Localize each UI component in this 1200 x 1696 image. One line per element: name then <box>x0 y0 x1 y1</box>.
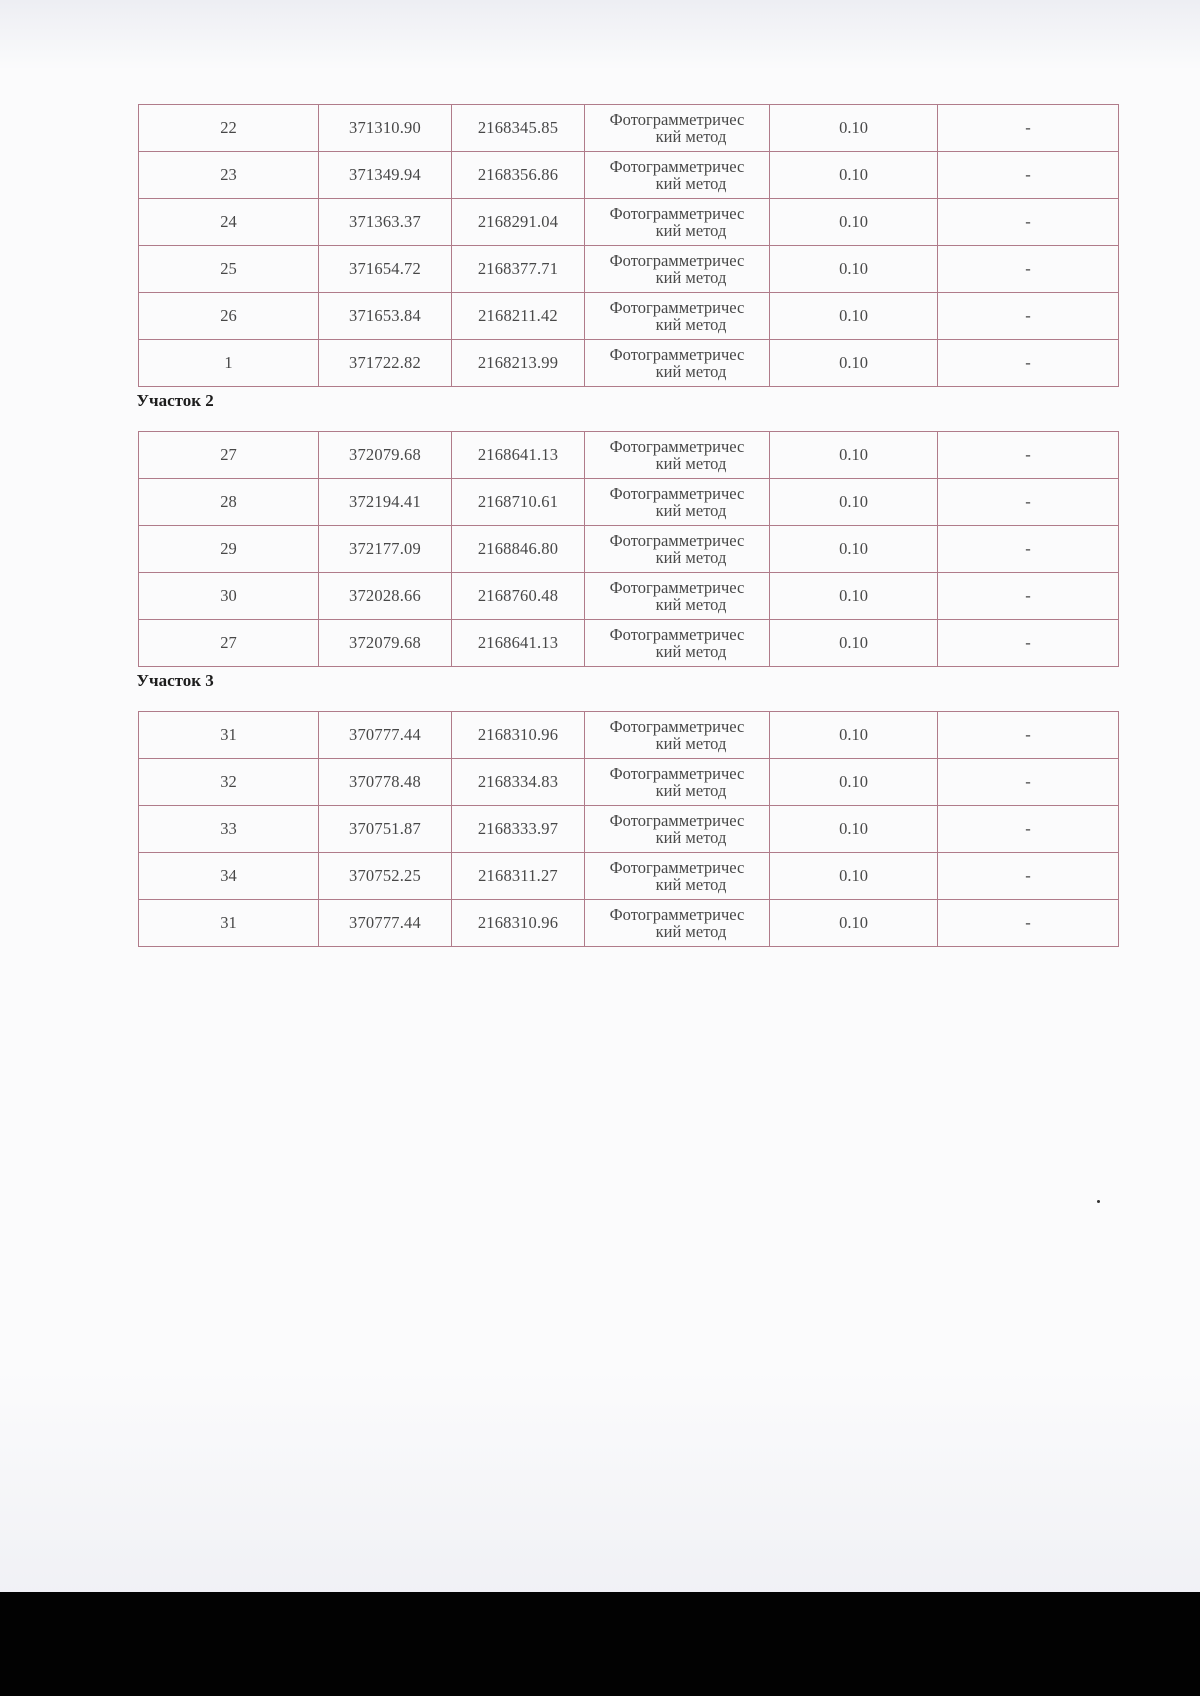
y-coordinate-cell: 2168846.80 <box>452 526 585 573</box>
method-line-2: кий метод <box>655 127 727 146</box>
y-coordinate-cell: 2168211.42 <box>452 293 585 340</box>
y-coordinate-cell: 2168760.48 <box>452 573 585 620</box>
table-row <box>139 246 1119 293</box>
point-number-cell: 1 <box>139 340 319 387</box>
y-coordinate-cell: 2168311.27 <box>452 853 585 900</box>
method-line-2: кий метод <box>655 828 727 847</box>
y-coordinate-cell: 2168333.97 <box>452 806 585 853</box>
x-coordinate-cell: 370777.44 <box>319 712 452 759</box>
accuracy-cell: 0.10 <box>770 900 938 947</box>
method-line-1: Фотограмметричес <box>609 437 745 456</box>
x-coordinate-cell: 372194.41 <box>319 479 452 526</box>
y-coordinate-cell: 2168356.86 <box>452 152 585 199</box>
method-line-2: кий метод <box>655 174 727 193</box>
table-row <box>139 340 1119 387</box>
x-coordinate-cell: 372079.68 <box>319 620 452 667</box>
table-row <box>139 293 1119 340</box>
note-cell: - <box>938 573 1119 620</box>
point-number-cell: 22 <box>139 105 319 152</box>
y-coordinate-cell: 2168310.96 <box>452 900 585 947</box>
y-coordinate-cell: 2168710.61 <box>452 479 585 526</box>
method-line-2: кий метод <box>655 221 727 240</box>
y-coordinate-cell: 2168345.85 <box>452 105 585 152</box>
method-cell <box>585 759 770 806</box>
accuracy-cell: 0.10 <box>770 573 938 620</box>
section-header-row <box>139 667 1119 712</box>
method-line-2: кий метод <box>655 362 727 381</box>
method-cell <box>585 246 770 293</box>
method-line-1: Фотограмметричес <box>609 204 745 223</box>
method-cell <box>585 152 770 199</box>
method-cell <box>585 479 770 526</box>
table-row <box>139 432 1119 479</box>
method-line-2: кий метод <box>655 642 727 661</box>
table-row <box>139 806 1119 853</box>
scan-shading-top <box>0 0 1200 70</box>
method-line-1: Фотограмметричес <box>609 811 745 830</box>
accuracy-cell: 0.10 <box>770 479 938 526</box>
method-cell <box>585 105 770 152</box>
accuracy-cell: 0.10 <box>770 620 938 667</box>
method-cell <box>585 900 770 947</box>
note-cell: - <box>938 620 1119 667</box>
x-coordinate-cell: 372079.68 <box>319 432 452 479</box>
method-line-1: Фотограмметричес <box>609 110 745 129</box>
accuracy-cell: 0.10 <box>770 759 938 806</box>
y-coordinate-cell: 2168213.99 <box>452 340 585 387</box>
note-cell: - <box>938 759 1119 806</box>
point-number-cell: 30 <box>139 573 319 620</box>
point-number-cell: 27 <box>139 620 319 667</box>
point-number-cell: 23 <box>139 152 319 199</box>
method-line-2: кий метод <box>655 781 727 800</box>
method-cell <box>585 199 770 246</box>
y-coordinate-cell: 2168641.13 <box>452 620 585 667</box>
accuracy-cell: 0.10 <box>770 712 938 759</box>
table-row <box>139 712 1119 759</box>
point-number-cell: 31 <box>139 712 319 759</box>
method-line-2: кий метод <box>655 268 727 287</box>
point-number-cell: 29 <box>139 526 319 573</box>
method-cell <box>585 293 770 340</box>
method-line-1: Фотограмметричес <box>609 157 745 176</box>
y-coordinate-cell: 2168334.83 <box>452 759 585 806</box>
method-line-2: кий метод <box>655 548 727 567</box>
method-line-2: кий метод <box>655 501 727 520</box>
section-label: Участок 2 <box>136 391 214 410</box>
note-cell: - <box>938 293 1119 340</box>
note-cell: - <box>938 432 1119 479</box>
table-row <box>139 199 1119 246</box>
y-coordinate-cell: 2168641.13 <box>452 432 585 479</box>
table-row <box>139 573 1119 620</box>
method-line-2: кий метод <box>655 875 727 894</box>
method-line-1: Фотограмметричес <box>609 578 745 597</box>
method-line-1: Фотограмметричес <box>609 251 745 270</box>
note-cell: - <box>938 712 1119 759</box>
accuracy-cell: 0.10 <box>770 246 938 293</box>
note-cell: - <box>938 853 1119 900</box>
method-line-2: кий метод <box>655 922 727 941</box>
x-coordinate-cell: 370751.87 <box>319 806 452 853</box>
method-line-2: кий метод <box>655 595 727 614</box>
method-line-2: кий метод <box>655 734 727 753</box>
section-header-cell <box>136 387 1119 432</box>
x-coordinate-cell: 371363.37 <box>319 199 452 246</box>
scan-shading-bottom <box>0 1370 1200 1592</box>
method-cell <box>585 526 770 573</box>
method-line-1: Фотограмметричес <box>609 764 745 783</box>
section-header-row <box>139 387 1119 432</box>
note-cell: - <box>938 479 1119 526</box>
table-body <box>136 105 1119 947</box>
x-coordinate-cell: 370777.44 <box>319 900 452 947</box>
table-row <box>139 620 1119 667</box>
y-coordinate-cell: 2168377.71 <box>452 246 585 293</box>
note-cell: - <box>938 900 1119 947</box>
note-cell: - <box>938 806 1119 853</box>
accuracy-cell: 0.10 <box>770 293 938 340</box>
note-cell: - <box>938 246 1119 293</box>
point-number-cell: 33 <box>139 806 319 853</box>
accuracy-cell: 0.10 <box>770 199 938 246</box>
method-line-2: кий метод <box>655 454 727 473</box>
point-number-cell: 28 <box>139 479 319 526</box>
table-row <box>139 900 1119 947</box>
y-coordinate-cell: 2168310.96 <box>452 712 585 759</box>
x-coordinate-cell: 371349.94 <box>319 152 452 199</box>
method-cell <box>585 340 770 387</box>
section-label: Участок 3 <box>136 671 214 690</box>
method-cell <box>585 620 770 667</box>
point-number-cell: 24 <box>139 199 319 246</box>
y-coordinate-cell: 2168291.04 <box>452 199 585 246</box>
method-cell <box>585 853 770 900</box>
note-cell: - <box>938 340 1119 387</box>
point-number-cell: 25 <box>139 246 319 293</box>
method-line-1: Фотограмметричес <box>609 531 745 550</box>
accuracy-cell: 0.10 <box>770 526 938 573</box>
accuracy-cell: 0.10 <box>770 340 938 387</box>
boundary-points-table <box>138 104 1119 947</box>
method-line-1: Фотограмметричес <box>609 858 745 877</box>
x-coordinate-cell: 371722.82 <box>319 340 452 387</box>
method-line-1: Фотограмметричес <box>609 298 745 317</box>
note-cell: - <box>938 152 1119 199</box>
point-number-cell: 34 <box>139 853 319 900</box>
point-number-cell: 31 <box>139 900 319 947</box>
method-line-1: Фотограмметричес <box>609 717 745 736</box>
scan-speck <box>1097 1200 1100 1203</box>
method-line-1: Фотограмметричес <box>609 484 745 503</box>
section-header-cell <box>136 667 1119 712</box>
accuracy-cell: 0.10 <box>770 105 938 152</box>
accuracy-cell: 0.10 <box>770 853 938 900</box>
note-cell: - <box>938 526 1119 573</box>
table-row <box>139 759 1119 806</box>
x-coordinate-cell: 370752.25 <box>319 853 452 900</box>
method-line-1: Фотограмметричес <box>609 625 745 644</box>
point-number-cell: 32 <box>139 759 319 806</box>
note-cell: - <box>938 105 1119 152</box>
method-cell <box>585 432 770 479</box>
x-coordinate-cell: 371653.84 <box>319 293 452 340</box>
x-coordinate-cell: 370778.48 <box>319 759 452 806</box>
point-number-cell: 27 <box>139 432 319 479</box>
method-line-1: Фотограмметричес <box>609 905 745 924</box>
scan-black-band <box>0 1592 1200 1696</box>
method-cell <box>585 806 770 853</box>
x-coordinate-cell: 372177.09 <box>319 526 452 573</box>
table-row <box>139 152 1119 199</box>
note-cell: - <box>938 199 1119 246</box>
accuracy-cell: 0.10 <box>770 806 938 853</box>
method-cell <box>585 573 770 620</box>
method-line-2: кий метод <box>655 315 727 334</box>
table-row <box>139 105 1119 152</box>
x-coordinate-cell: 372028.66 <box>319 573 452 620</box>
table-row <box>139 479 1119 526</box>
method-line-1: Фотограмметричес <box>609 345 745 364</box>
table-row <box>139 526 1119 573</box>
table-row <box>139 853 1119 900</box>
method-cell <box>585 712 770 759</box>
x-coordinate-cell: 371310.90 <box>319 105 452 152</box>
point-number-cell: 26 <box>139 293 319 340</box>
x-coordinate-cell: 371654.72 <box>319 246 452 293</box>
accuracy-cell: 0.10 <box>770 152 938 199</box>
accuracy-cell: 0.10 <box>770 432 938 479</box>
